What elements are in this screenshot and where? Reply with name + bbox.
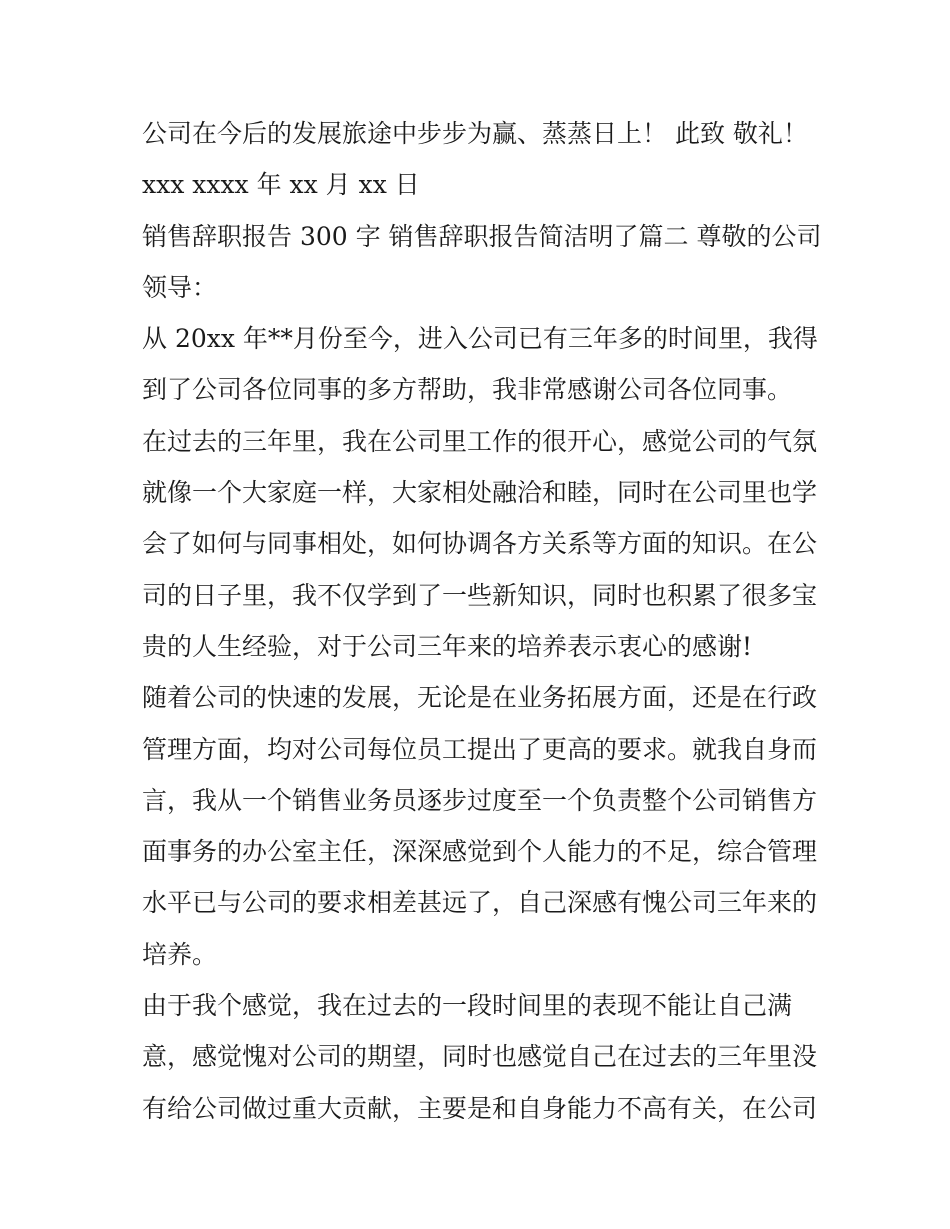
text-line: xxx xxxx 年 xx 月 xx 日 [142,170,420,200]
text-line: 管理方面，均对公司每位员工提出了更高的要求。就我自身而 [142,734,818,764]
text-line: 司的日子里，我不仅学到了一些新知识，同时也积累了很多宝 [142,580,818,610]
text-line: 就像一个大家庭一样，大家相处融洽和睦，同时在公司里也学 [142,478,818,508]
text-line: 由于我个感觉，我在过去的一段时间里的表现不能让自己满 [142,991,793,1021]
text-line: 有给公司做过重大贡献，主要是和自身能力不高有关，在公司 [142,1093,818,1123]
text-line: 领导： [142,272,218,302]
text-line: 水平已与公司的要求相差甚远了，自己深感有愧公司三年来的 [142,888,818,918]
text-line: 培养。 [142,939,218,969]
text-line: 公司在今后的发展旅途中步步为赢、蒸蒸日上！ 此致 敬礼！ [142,119,808,148]
text-line: 从 20xx 年**月份至今，进入公司已有三年多的时间里，我得 [142,324,818,354]
text-line: 随着公司的快速的发展，无论是在业务拓展方面，还是在行政 [142,683,818,713]
text-line: 会了如何与同事相处，如何协调各方关系等方面的知识。在公 [142,529,818,559]
text-line: 贵的人生经验，对于公司三年来的培养表示衷心的感谢! [142,631,753,661]
text-line: 到了公司各位同事的多方帮助，我非常感谢公司各位同事。 [142,375,793,405]
text-line: 销售辞职报告 300 字 销售辞职报告简洁明了篇二 尊敬的公司 [142,221,822,251]
text-line: 意，感觉愧对公司的期望，同时也感觉自己在过去的三年里没 [142,1042,818,1072]
text-line: 在过去的三年里，我在公司里工作的很开心，感觉公司的气氛 [142,426,818,456]
text-line: 言，我从一个销售业务员逐步过度至一个负责整个公司销售方 [142,785,818,815]
document-body [142,108,822,1134]
text-line: 面事务的办公室主任，深深感觉到个人能力的不足，综合管理 [142,837,818,867]
